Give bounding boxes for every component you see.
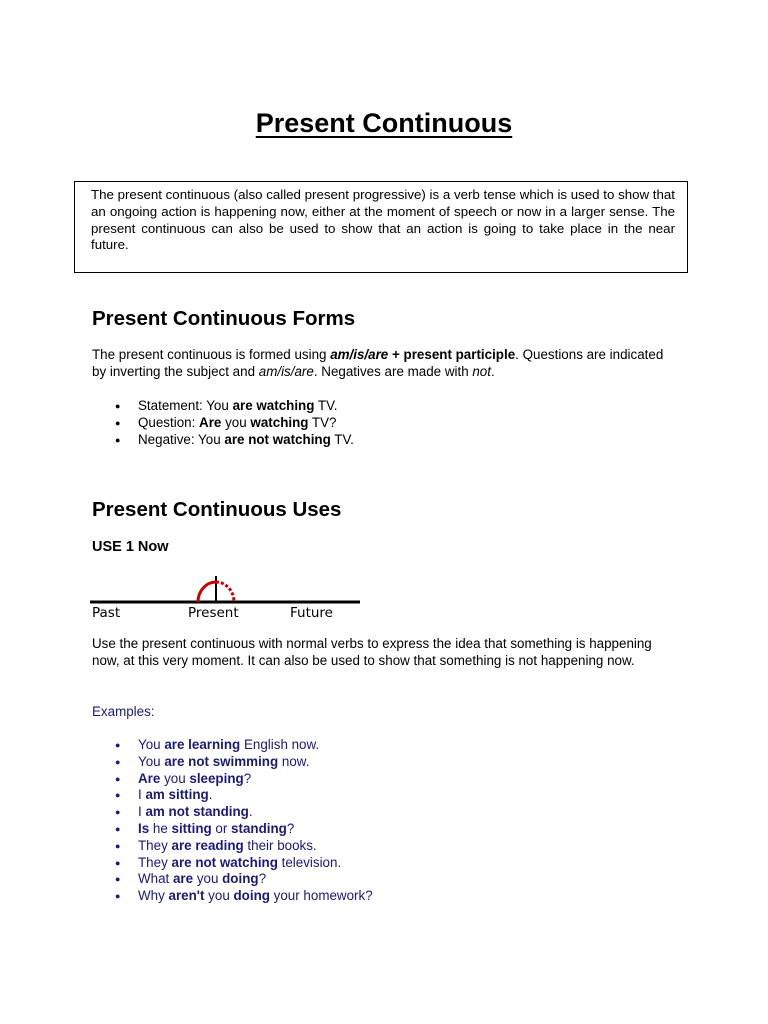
- bold-text: are reading: [171, 837, 244, 853]
- bold-text: are not watching: [224, 431, 331, 447]
- bullet-icon: ●: [115, 891, 121, 902]
- use1-heading: USE 1 Now: [92, 539, 169, 555]
- text-run: television.: [277, 854, 342, 870]
- bold-text: are: [172, 871, 194, 887]
- list-item: [92, 871, 373, 888]
- list-item: [92, 771, 373, 788]
- list-item: [92, 754, 373, 771]
- text-run: You: [138, 737, 165, 752]
- text-run: I: [138, 804, 146, 820]
- text-run: Why: [138, 888, 169, 904]
- timeline-label-past: Past: [92, 605, 121, 621]
- text-run: TV.: [314, 398, 338, 413]
- text-run: I: [138, 787, 146, 803]
- bold-text: are watching: [232, 398, 315, 413]
- uses-heading: Present Continuous Uses: [92, 498, 342, 521]
- text-run: you: [221, 414, 251, 430]
- timeline-label-future: Future: [290, 605, 333, 621]
- list-item: [92, 415, 354, 432]
- text-run: . Negatives are made with: [313, 363, 473, 379]
- bold-text: aren't: [168, 888, 205, 904]
- bold-text: Are: [138, 770, 161, 786]
- text-run: you: [193, 871, 223, 887]
- text-run: They: [138, 854, 172, 870]
- list-item: [92, 787, 373, 804]
- list-item: [92, 855, 373, 872]
- text-run: You: [138, 753, 165, 769]
- bold-text: am not standing: [145, 804, 249, 820]
- bold-text: sleeping: [189, 770, 244, 786]
- text-run: What: [138, 871, 173, 887]
- text-run: he: [149, 820, 172, 836]
- text-run: you: [160, 770, 190, 786]
- timeline-arc-solid: [198, 582, 216, 602]
- text-run: your homework?: [269, 888, 373, 904]
- text-run: ?: [286, 820, 295, 836]
- text-run: their books.: [243, 837, 317, 853]
- bullet-icon: ●: [115, 840, 121, 851]
- bold-text: Is: [138, 820, 150, 836]
- bullet-icon: ●: [115, 740, 121, 750]
- examples-list: [92, 737, 373, 905]
- list-item: [92, 838, 373, 855]
- use1-paragraph: Use the present continuous with normal verbs to express the idea that something is happening now, at this very moment. It can also be used to show that something is not happening now.: [92, 636, 652, 668]
- bullet-icon: ●: [115, 874, 121, 885]
- bullet-icon: ●: [115, 417, 121, 428]
- italic-text: am/is/are: [258, 363, 314, 379]
- bold-text: am/is/are: [330, 347, 389, 362]
- bold-text: are not watching: [171, 854, 278, 870]
- bold-text: +: [388, 347, 404, 362]
- text-run: . Questions are indicated by inverting the subject and: [92, 347, 664, 379]
- bold-text: doing: [233, 888, 270, 904]
- bold-text: present participle: [403, 347, 516, 362]
- text-run: ?: [258, 871, 267, 887]
- list-item: [92, 804, 373, 821]
- text-run: ?: [243, 770, 252, 786]
- intro-text: The present continuous (also called present progressive) is a verb tense which is used to show that an ongoing action is happening now, either at the moment of speech or now in a larger sense. The present continuous can also be used to show that an action is going to take place in the near future.: [91, 187, 675, 253]
- forms-bullet-list: [92, 398, 354, 448]
- intro-box: [74, 181, 688, 273]
- text-run: English now.: [240, 737, 320, 752]
- timeline-diagram: [90, 572, 360, 624]
- examples-label: Examples:: [92, 704, 155, 719]
- italic-text: not: [472, 363, 491, 379]
- text-run: The present continuous is formed using: [92, 347, 331, 362]
- forms-heading: Present Continuous Forms: [92, 307, 356, 330]
- bold-text: are learning: [164, 737, 241, 752]
- list-item: [92, 821, 373, 838]
- list-item: [92, 737, 373, 754]
- bold-text: Are: [199, 414, 222, 430]
- text-run: .: [208, 787, 213, 803]
- bold-text: are not swimming: [164, 753, 279, 769]
- bold-text: sitting: [171, 820, 212, 836]
- timeline-arc-dashed: [216, 582, 234, 602]
- list-item: [92, 888, 373, 905]
- text-run: They: [138, 837, 172, 853]
- bullet-icon: ●: [115, 401, 121, 411]
- bold-text: am sitting: [145, 787, 209, 803]
- list-item: [92, 398, 354, 415]
- bullet-icon: ●: [115, 823, 121, 834]
- bullet-icon: ●: [115, 434, 121, 445]
- bullet-icon: ●: [115, 790, 121, 801]
- text-run: now.: [278, 753, 310, 769]
- forms-paragraph: [92, 347, 672, 381]
- bold-text: standing: [231, 820, 287, 836]
- text-run: TV.: [330, 431, 354, 447]
- text-run: Question:: [138, 414, 200, 430]
- bullet-icon: ●: [115, 807, 121, 818]
- bold-text: watching: [250, 414, 309, 430]
- text-run: .: [490, 363, 495, 379]
- bullet-icon: ●: [115, 773, 121, 784]
- list-item: [92, 432, 354, 449]
- bullet-icon: ●: [115, 756, 121, 767]
- text-run: .: [248, 804, 253, 820]
- text-run: or: [211, 820, 232, 836]
- text-run: you: [204, 888, 234, 904]
- text-run: Statement: You: [138, 398, 233, 413]
- page-title: Present Continuous: [255, 108, 513, 138]
- timeline-label-present: Present: [188, 605, 239, 621]
- text-run: TV?: [308, 414, 337, 430]
- bold-text: doing: [222, 871, 259, 887]
- text-run: Negative: You: [138, 431, 225, 447]
- bullet-icon: ●: [115, 857, 121, 868]
